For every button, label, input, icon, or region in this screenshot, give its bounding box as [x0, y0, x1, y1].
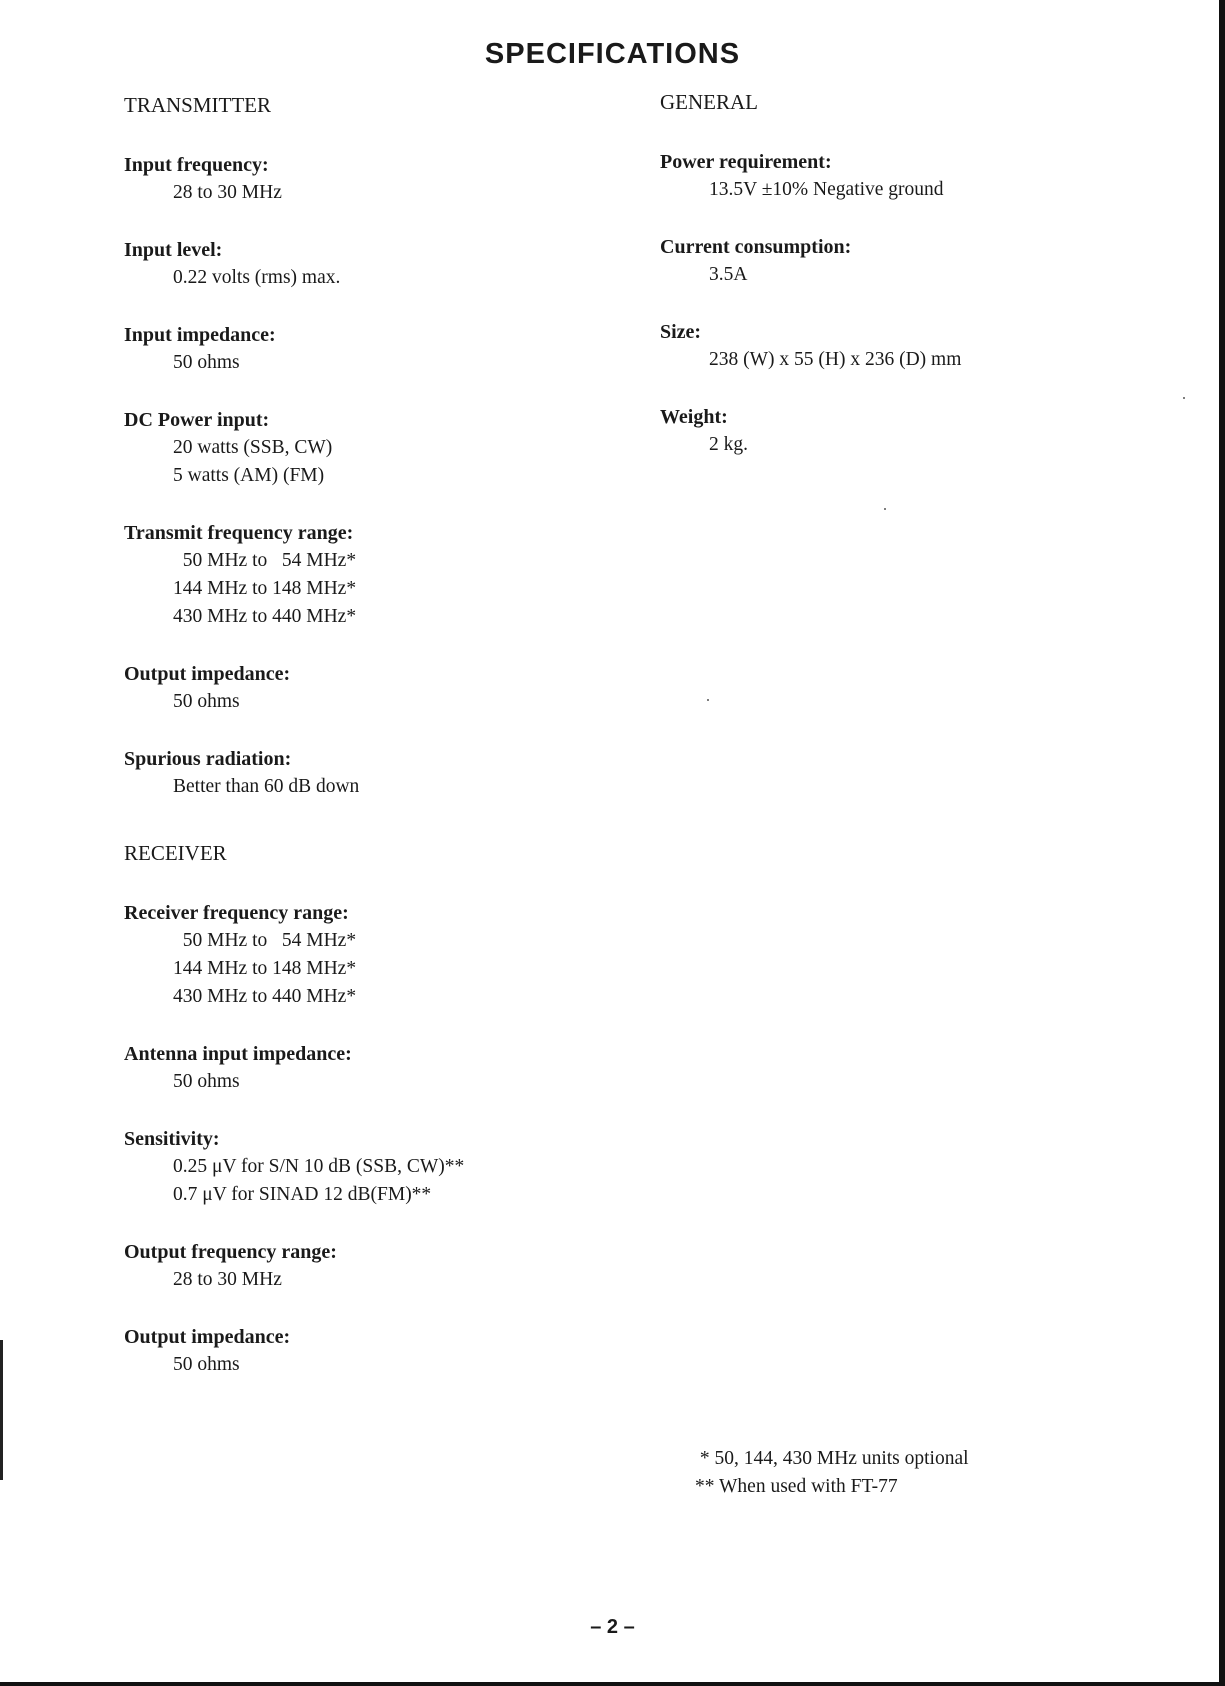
spec-value: 50 ohms — [173, 1354, 240, 1375]
spec-value: 13.5V ±10% Negative ground — [709, 179, 944, 200]
spec-value: 430 MHz to 440 MHz* — [173, 986, 357, 1007]
spec-item — [124, 745, 644, 801]
spec-value: 430 MHz to 440 MHz* — [173, 606, 357, 627]
spec-item — [660, 403, 1180, 459]
footnote-optional-units: * 50, 144, 430 MHz units optional — [695, 1448, 969, 1469]
spec-label: Output impedance: — [124, 1326, 291, 1348]
spec-value: 20 watts (SSB, CW) — [173, 437, 333, 458]
spec-label: Sensitivity: — [124, 1128, 220, 1150]
page-title: SPECIFICATIONS — [484, 38, 741, 70]
spec-item — [124, 1238, 644, 1294]
spec-item — [124, 236, 644, 292]
spec-value: 0.25 μV for S/N 10 dB (SSB, CW)** — [173, 1156, 465, 1177]
spec-label: Output frequency range: — [124, 1241, 337, 1263]
right-column — [660, 90, 1180, 488]
transmitter-heading: TRANSMITTER — [124, 93, 271, 117]
spec-label: Input level: — [124, 239, 223, 261]
spec-label: Size: — [660, 321, 702, 343]
page-number: – 2 – — [590, 1616, 635, 1638]
spec-value: Better than 60 dB down — [173, 776, 360, 797]
footnote-ft77: ** When used with FT-77 — [695, 1476, 898, 1497]
spec-label: Input frequency: — [124, 154, 269, 176]
spec-label: Receiver frequency range: — [124, 902, 349, 924]
general-specs — [660, 148, 1180, 459]
page-edge-bottom — [0, 1682, 1225, 1686]
spec-value: 50 ohms — [173, 1071, 240, 1092]
spec-value: 3.5A — [709, 264, 748, 285]
spec-item — [124, 321, 644, 377]
spec-value: 50 MHz to 54 MHz* — [173, 550, 357, 571]
spec-value: 50 ohms — [173, 691, 240, 712]
receiver-specs — [124, 899, 644, 1379]
spec-label: Output impedance: — [124, 663, 291, 685]
receiver-heading: RECEIVER — [124, 841, 227, 865]
spec-item — [124, 899, 644, 1011]
footnotes — [695, 1445, 969, 1501]
spec-item — [660, 318, 1180, 374]
spec-value: 0.7 μV for SINAD 12 dB(FM)** — [173, 1184, 432, 1205]
spec-value: 238 (W) x 55 (H) x 236 (D) mm — [709, 349, 962, 370]
spec-value: 0.22 volts (rms) max. — [173, 267, 341, 288]
scan-speck — [707, 699, 709, 701]
transmitter-specs — [124, 151, 644, 801]
spec-item — [124, 1323, 644, 1379]
spec-value: 28 to 30 MHz — [173, 1269, 282, 1290]
spec-item — [660, 233, 1180, 289]
spec-label: DC Power input: — [124, 409, 270, 431]
scan-speck — [884, 508, 886, 510]
spec-item — [124, 660, 644, 716]
spec-label: Current consumption: — [660, 236, 852, 258]
scan-speck — [1183, 397, 1185, 399]
spec-value: 28 to 30 MHz — [173, 182, 282, 203]
spec-item — [124, 519, 644, 631]
general-heading: GENERAL — [660, 90, 758, 114]
spec-item — [124, 406, 644, 490]
spec-label: Spurious radiation: — [124, 748, 292, 770]
page-edge-left — [0, 1340, 3, 1480]
page-edge-right — [1219, 0, 1225, 1686]
spec-label: Input impedance: — [124, 324, 276, 346]
spec-label: Weight: — [660, 406, 728, 428]
spec-value: 144 MHz to 148 MHz* — [173, 958, 357, 979]
spec-label: Antenna input impedance: — [124, 1043, 352, 1065]
spec-item — [124, 1040, 644, 1096]
spec-item — [660, 148, 1180, 204]
spec-label: Transmit frequency range: — [124, 522, 354, 544]
spec-value: 2 kg. — [709, 434, 748, 455]
spec-value: 5 watts (AM) (FM) — [173, 465, 325, 486]
spec-label: Power requirement: — [660, 151, 832, 173]
left-column — [124, 93, 644, 1408]
spec-item — [124, 1125, 644, 1209]
spec-value: 50 ohms — [173, 352, 240, 373]
spec-value: 50 MHz to 54 MHz* — [173, 930, 357, 951]
spec-item — [124, 151, 644, 207]
spec-value: 144 MHz to 148 MHz* — [173, 578, 357, 599]
